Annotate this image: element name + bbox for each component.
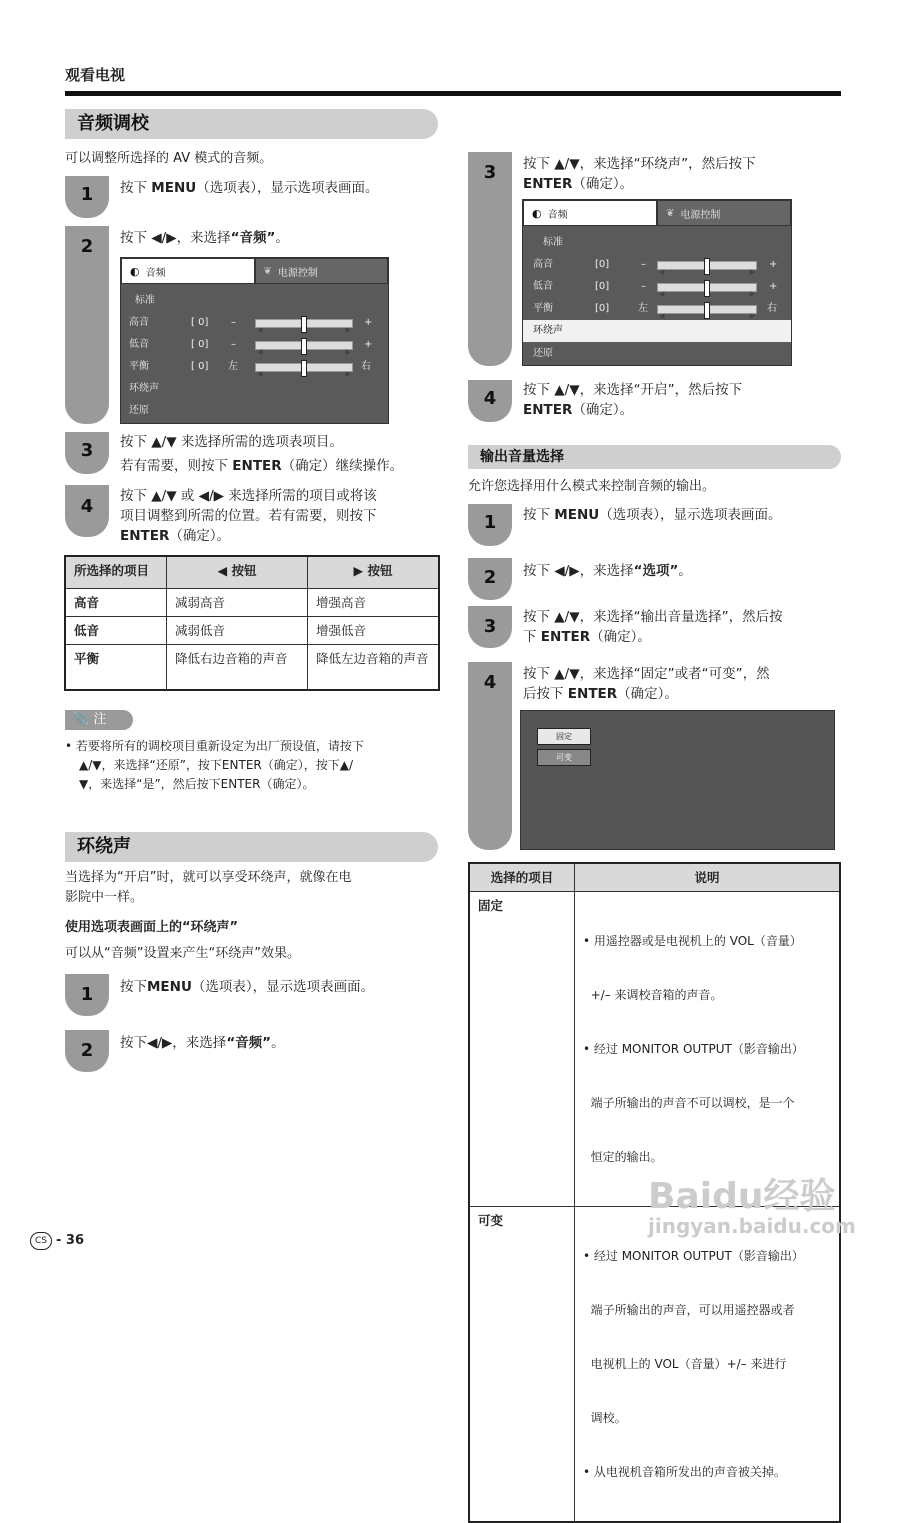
table-header: ◀ 按钮 xyxy=(167,556,308,588)
o-step3-line1: 按下 ▲/▼，来选择“输出音量选择”，然后按 xyxy=(523,609,783,625)
step-number: 2 xyxy=(80,1040,94,1061)
treble-slider[interactable]: ◀ ▶ xyxy=(255,319,353,328)
bass-slider[interactable]: ◀ ▶ xyxy=(657,283,757,292)
osd-tab-power[interactable]: ❦ 电源控制 xyxy=(255,258,389,284)
osd-option-fixed[interactable]: 固定 xyxy=(537,728,591,745)
section-title-audio: 音频调校 xyxy=(65,109,438,139)
osd-row-bass[interactable]: 低音 [0] – ◀ ▶ + xyxy=(533,281,778,298)
step-number: 2 xyxy=(80,236,94,257)
osd-row-reset[interactable]: 还原 xyxy=(129,405,149,416)
table-row: 固定 • 用遥控器或是电视机上的 VOL（音量） +/– 来调校音箱的声音。 • 经过 MONITOR OUTPUT（影音输出） 端子所输出的声音不可以调校，是一个 恒定的输出。 xyxy=(469,891,840,1206)
step-number: 1 xyxy=(80,984,94,1005)
osd-row-treble[interactable]: 高音 [0] – ◀ ▶ + xyxy=(533,259,778,276)
o-step4-line1: 按下 ▲/▼，来选择“固定”或者“可变”，然 xyxy=(523,666,770,682)
osd-output-select xyxy=(520,710,835,850)
leaf-icon: ❦ xyxy=(666,207,675,219)
audio-button-table xyxy=(64,555,440,691)
osd-row-surround-selected[interactable]: 环绕声 xyxy=(523,320,791,342)
r-step3-line2: ENTER（确定）。 xyxy=(523,176,634,192)
step-number: 4 xyxy=(80,496,94,517)
output-intro: 允许您选择用什么模式来控制音频的输出。 xyxy=(468,479,716,494)
o-step1-text: 按下 MENU（选项表），显示选项表画面。 xyxy=(523,507,782,523)
step4-line3: ENTER（确定）。 xyxy=(120,528,231,544)
r-step4-line2: ENTER（确定）。 xyxy=(523,402,634,418)
step-number: 4 xyxy=(483,672,497,693)
step-number: 3 xyxy=(483,616,497,637)
step4-line1: 按下 ▲/▼ 或 ◀/▶ 来选择所需的项目或将该 xyxy=(120,488,377,504)
table-header: 说明 xyxy=(575,863,841,891)
table-row: 低音 减弱低音 增强低音 xyxy=(65,616,439,644)
surround-subintro: 可以从“音频”设置来产生“环绕声”效果。 xyxy=(65,946,300,961)
page-header-title: 观看电视 xyxy=(65,66,126,84)
osd-tab-audio[interactable]: ◐ 音频 xyxy=(523,200,657,226)
osd-tab-power[interactable]: ❦ 电源控制 xyxy=(657,200,791,226)
osd-row-balance[interactable]: 平衡 [0] 左 ◀ ▶ 右 xyxy=(533,303,777,320)
step-number: 1 xyxy=(483,512,497,533)
o-step3-line2: 下 ENTER（确定）。 xyxy=(523,629,651,645)
page-number: - 36 xyxy=(56,1233,85,1248)
step4-line2: 项目调整到所需的位置。若有需要，则按下 xyxy=(120,508,377,524)
osd-option-variable[interactable]: 可变 xyxy=(537,749,591,766)
surround-step2-text: 按下◀/▶，来选择“音频”。 xyxy=(120,1035,285,1051)
note-text: • 若要将所有的调校项目重新设定为出厂预设值，请按下 ▲/▼，来选择“还原”，按下ENTER（确定），按下▲/ ▼，来选择“是”，然后按下ENTER（确定）。 xyxy=(65,739,364,791)
balance-slider[interactable]: ◀ ▶ xyxy=(657,305,757,314)
step-number: 1 xyxy=(80,184,94,205)
step3-line1: 按下 ▲/▼ 来选择所需的选项表项目。 xyxy=(120,434,343,450)
baidu-watermark: Baidu经验 xyxy=(648,1176,836,1217)
step-number: 4 xyxy=(483,388,497,409)
step1-text: 按下 MENU（选项表），显示选项表画面。 xyxy=(120,180,379,196)
table-row: 高音 减弱高音 增强高音 xyxy=(65,588,439,616)
r-step3-line1: 按下 ▲/▼，来选择“环绕声”，然后按下 xyxy=(523,156,756,172)
audio-intro: 可以调整所选择的 AV 模式的音频。 xyxy=(65,151,273,166)
osd-row-surround[interactable]: 环绕声 xyxy=(129,383,159,394)
osd-menu-surround xyxy=(522,199,792,366)
section-title-surround: 环绕声 xyxy=(65,832,438,862)
osd-menu-audio xyxy=(120,257,389,424)
surround-intro-2: 影院中一样。 xyxy=(65,890,144,905)
table-header: ▶ 按钮 xyxy=(308,556,440,588)
header-rule xyxy=(65,91,841,96)
step-number: 3 xyxy=(80,440,94,461)
osd-row-balance[interactable]: 平衡 [ 0] 左 ◀ ▶ 右 xyxy=(129,361,371,378)
surround-subhead: 使用选项表画面上的“环绕声” xyxy=(65,920,239,935)
o-step2-text: 按下 ◀/▶，来选择“选项”。 xyxy=(523,563,692,579)
section-title-output: 输出音量选择 xyxy=(468,445,841,469)
osd-tab-audio[interactable]: ◐ 音频 xyxy=(121,258,255,284)
audio-icon: ◐ xyxy=(130,264,140,278)
r-step4-line1: 按下 ▲/▼，来选择“开启”，然后按下 xyxy=(523,382,743,398)
table-row: 平衡 降低右边音箱的声音 降低左边音箱的声音 xyxy=(65,644,439,690)
surround-intro-1: 当选择为“开启”时，就可以享受环绕声，就像在电 xyxy=(65,870,352,885)
step-tab-3 xyxy=(468,152,512,366)
osd-row-bass[interactable]: 低音 [ 0] – ◀ ▶ + xyxy=(129,339,373,356)
o-step4-line2: 后按下 ENTER（确定）。 xyxy=(523,686,678,702)
step2-text: 按下 ◀/▶，来选择“音频”。 xyxy=(120,230,289,246)
surround-step1-text: 按下MENU（选项表），显示选项表画面。 xyxy=(120,979,375,995)
baidu-watermark-url: jingyan.baidu.com xyxy=(648,1214,856,1238)
step-number: 3 xyxy=(483,162,497,183)
osd-row-standard[interactable]: 标准 xyxy=(543,237,563,248)
audio-icon: ◐ xyxy=(532,206,542,220)
step3-line2: 若有需要，则按下 ENTER（确定）继续操作。 xyxy=(120,458,404,474)
balance-slider[interactable]: ◀ ▶ xyxy=(255,363,353,372)
osd-row-standard[interactable]: 标准 xyxy=(135,295,155,306)
table-header: 所选择的项目 xyxy=(65,556,167,588)
bass-slider[interactable]: ◀ ▶ xyxy=(255,341,353,350)
note-label: 📎 注 xyxy=(65,710,133,730)
step-number: 2 xyxy=(483,567,497,588)
cs-badge: CS xyxy=(30,1232,52,1250)
leaf-icon: ❦ xyxy=(263,265,272,277)
table-row: 可变 • 经过 MONITOR OUTPUT（影音输出） 端子所输出的声音，可以用遥控器或者 电视机上的 VOL（音量）+/– 来进行 调校。 • 从电视机音箱所发出的声音被关掉。 xyxy=(469,1206,840,1522)
osd-row-reset[interactable]: 还原 xyxy=(533,348,553,359)
paperclip-icon: 📎 xyxy=(73,712,90,727)
treble-slider[interactable]: ◀ ▶ xyxy=(657,261,757,270)
osd-row-treble[interactable]: 高音 [ 0] – ◀ ▶ + xyxy=(129,317,373,334)
table-header: 选择的项目 xyxy=(469,863,575,891)
